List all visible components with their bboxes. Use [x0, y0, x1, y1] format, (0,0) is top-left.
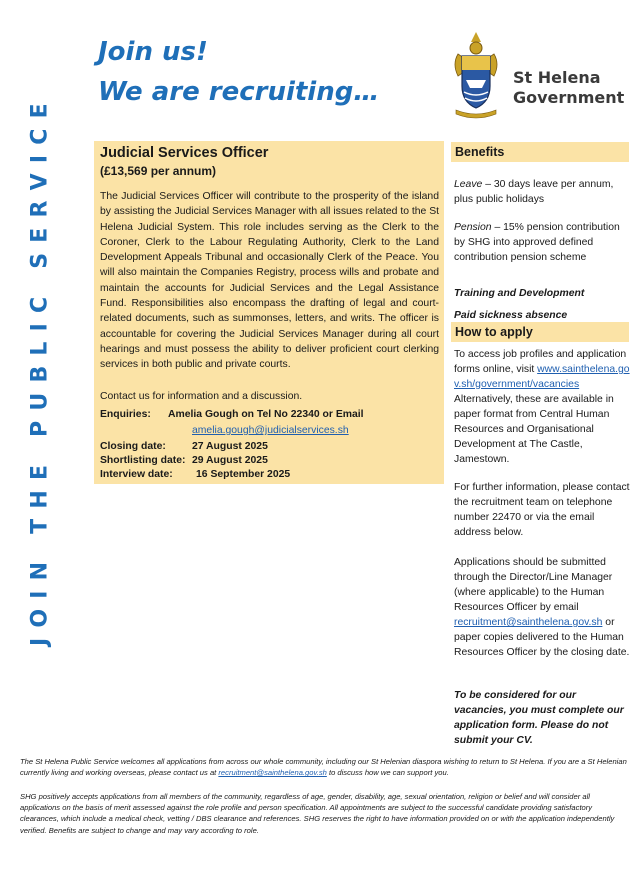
recruitment-email-link[interactable]: recruitment@sainthelena.gov.sh — [454, 617, 603, 628]
closing-date-label: Closing date: — [100, 441, 166, 452]
leave-text: – 30 days leave per annum, plus public holidays — [454, 179, 614, 205]
pension-label: Pension — [454, 222, 492, 233]
job-title: Judicial Services Officer — [100, 145, 269, 161]
apply-paragraph-4: To be considered for our vacancies, you must complete our application form. Please do not submit your CV. — [454, 690, 624, 746]
benefit-sickness: Paid sickness absence — [454, 310, 568, 321]
benefit-training: Training and Development — [454, 288, 585, 299]
footer-paragraph-2: SHG positively accepts applications from all members of the community, regardless of age, gender, disability, age, sexual orientation, religion or belief and will consider all applications on the basis of merit assessed against the role profile and person specification. All appointments are subject to the successful candidate providing satisfactory clearances, which include a medical check, vetting / DBS clearance and references. SHG reserves the right to have information provided on or with the application independently verified. Benefits are subject to change and may vary according to role. — [20, 792, 615, 835]
enquiries-value: Amelia Gough on Tel No 22340 or Email — [168, 409, 364, 420]
logo-line2: Government — [513, 88, 625, 107]
interview-date-label: Interview date: — [100, 469, 173, 480]
apply-p1-after: Alternatively, these are available in paper format from Central Human Resources and Organisational Development at The Castle, Jamestown. — [454, 394, 614, 465]
enquiries-row — [100, 409, 364, 420]
logo-text — [513, 68, 624, 108]
apply-p3-after: or paper copies delivered to the Human Resources Officer by the closing date. — [454, 617, 630, 658]
interview-date-row — [100, 469, 291, 480]
benefit-pension — [454, 220, 630, 265]
interview-date-value: 16 September 2025 — [196, 469, 291, 480]
apply-paragraph-1 — [454, 347, 630, 467]
shortlisting-date-row — [100, 455, 268, 466]
footer-recruitment-email-link[interactable]: recruitment@sainthelena.gov.sh — [218, 768, 327, 778]
benefit-leave — [454, 177, 630, 207]
footer-p1-after: to discuss how we can support you. — [326, 768, 449, 778]
enquiries-email-link[interactable]: amelia.gough@judicialservices.sh — [192, 425, 349, 436]
headline — [98, 32, 379, 112]
coat-of-arms-icon — [448, 28, 504, 120]
how-to-apply-heading: How to apply — [451, 322, 629, 342]
join-public-service-banner: JOIN THE PUBLIC SERVICE — [27, 93, 53, 647]
leave-label: Leave — [454, 179, 483, 190]
job-description: The Judicial Services Officer will contribute to the prosperity of the island by assisting the Judicial Services Manager with all issues related to the St Helena Judicial System. This role includes serving as the Clerk to the Coroner, Clerk to the Labour Regulating Authority, Clerk to the Land Development Appeals Tribunal and occasionally Clerk of the Peace. You will also maintain the Companies Registry, process wills and probate and maintain the accounts for Judicial Services and the Legal Assistance Fund. Responsibilities also encompass the drafting of legal and court-related documents, such as summonses, letters, and writs. The officer is accountable for covering the Judicial Services Manager during all court hearings and must possess the ability to deliver proficient court clerking services in both public and private courts. — [100, 191, 440, 371]
benefits-heading: Benefits — [451, 142, 629, 162]
contact-line: Contact us for information and a discussion. — [100, 391, 303, 402]
apply-paragraph-2: For further information, please contact the recruitment team on telephone number 22470 or via the email address below. — [454, 482, 630, 538]
apply-p1-before: To access job profiles and application forms online, visit — [454, 349, 627, 375]
pension-text: – 15% pension contribution by SHG into approved defined contribution pension scheme — [454, 222, 620, 263]
vacancies-link[interactable]: www.sainthelena.gov.sh/government/vacancies — [454, 364, 630, 390]
logo-line1: St Helena — [513, 68, 601, 87]
apply-p3-before: Applications should be submitted through the Director/Line Manager (where applicable) to the Human Resources Officer by email — [454, 557, 613, 613]
footer-p1-before: The St Helena Public Service welcomes all applications from across our whole community, including our St Helenian diaspora wishing to return to St Helena. If you are a St Helenian currently living and working overseas, please contact us at — [20, 757, 627, 778]
shortlisting-date-value: 29 August 2025 — [192, 455, 268, 466]
apply-paragraph-3 — [454, 555, 630, 660]
job-details-box — [94, 141, 444, 484]
enquiries-label: Enquiries: — [100, 409, 151, 420]
closing-date-value: 27 August 2025 — [192, 441, 268, 452]
headline-line2: We are recruiting… — [98, 77, 380, 107]
footer-paragraph-1 — [20, 756, 630, 778]
shortlisting-date-label: Shortlisting date: — [100, 455, 186, 466]
shg-logo — [448, 28, 628, 120]
job-salary: (£13,569 per annum) — [100, 164, 217, 178]
headline-line1: Join us! — [98, 37, 208, 67]
closing-date-row — [100, 441, 268, 452]
